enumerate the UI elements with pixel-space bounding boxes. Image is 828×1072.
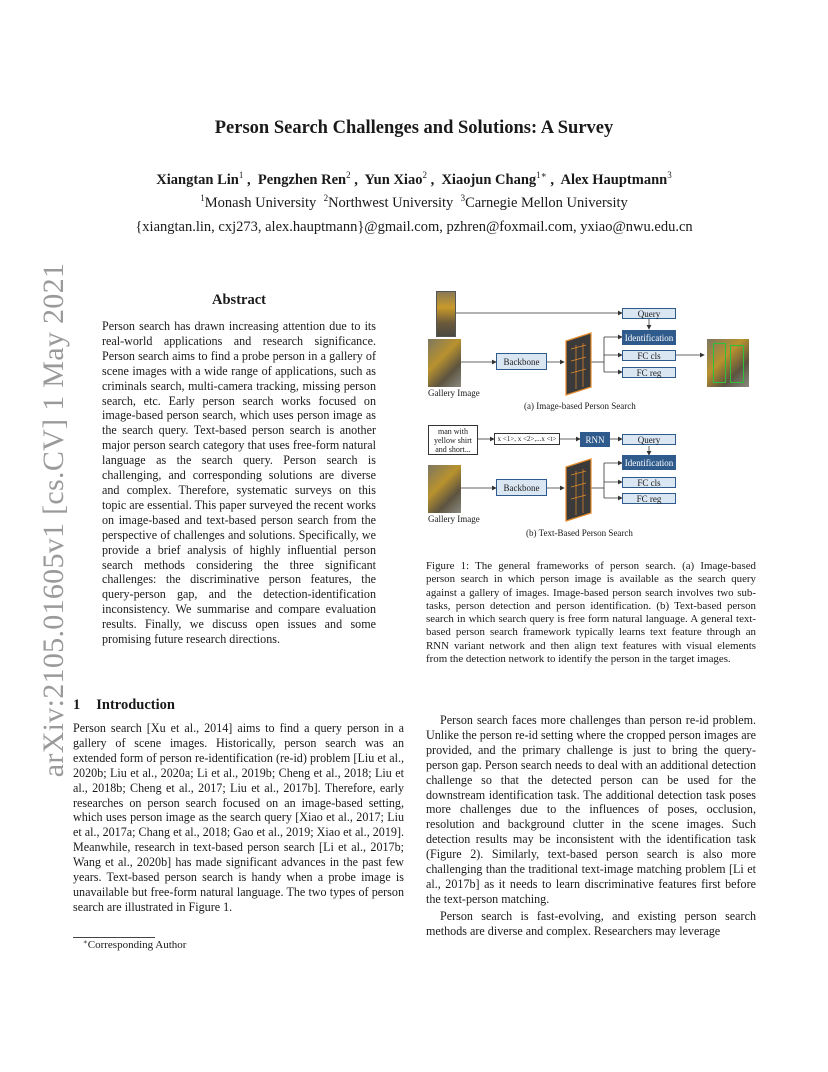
- intro-paragraph-3: Person search is fast-evolving, and existing person search methods are diverse and complex. Researchers may leverage: [426, 908, 756, 938]
- affiliation-name: Carnegie Mellon University: [465, 195, 628, 211]
- paper-title: Person Search Challenges and Solutions: A Survey: [214, 118, 614, 138]
- figure-connectors: [426, 289, 756, 541]
- query-person-image: [436, 291, 456, 337]
- panel-b-label: (b) Text-Based Person Search: [526, 528, 633, 538]
- query-block-b: Query: [622, 434, 676, 445]
- affiliation-sup: 1: [200, 193, 205, 203]
- text-query-block: man with yellow shirt and short...: [428, 425, 478, 455]
- affiliation-sup: 2: [323, 193, 329, 203]
- section-number: 1: [73, 697, 81, 713]
- footnote: [83, 939, 186, 951]
- identification-block-b: Identification: [622, 455, 676, 470]
- gallery-image-label-a: Gallery Image: [428, 388, 480, 398]
- query-block-a: Query: [622, 308, 676, 319]
- affiliation-name: Monash University: [204, 195, 317, 211]
- fc-cls-block-b: FC cls: [622, 477, 676, 488]
- intro-paragraph-2: Person search faces more challenges than person re-id problem. Unlike the person re-id setting where the cropped person images are provided, and the primary challenge is just to bring the query-person gap. Person search needs to deal with an additional detection challenge so that the detected person can be used for the downstream identification task. The additional detection task poses more challenges due to the influences of poses, occlusion, resolution and background clutter in the scene images. Such detection results may be inconsistent with the identification task (Figure 2). Similarly, text-based person search is also more challenging than the traditional text-image matching problem [Li et al., 2017b] as it needs to learn discriminative features first before the text-person matching.: [426, 713, 756, 906]
- backbone-block-a: Backbone: [496, 353, 547, 370]
- fc-cls-block-a: FC cls: [622, 350, 676, 361]
- affiliation-name: Northwest University: [328, 195, 454, 211]
- author-list: Xiangtan Lin$^1$ , Pengzhen Ren$^2$ , Yun Xiao$^2$ , Xiaojun Chang$^{1∗}$ , Alex Hauptmann$^3$: [156, 170, 672, 188]
- arxiv-identifier-text: arXiv:2105.01605v1 [cs.CV] 1 May 2021: [37, 262, 70, 778]
- feature-map-a: [566, 333, 591, 395]
- author-sup: 3: [667, 170, 672, 180]
- author-name: Pengzhen Ren: [257, 172, 347, 188]
- author-name: Xiangtan Lin: [156, 172, 239, 188]
- author-sup: 1∗: [536, 170, 547, 180]
- author-name: Yun Xiao: [364, 172, 423, 188]
- author-sup: 2: [346, 170, 351, 180]
- abstract-text: Person search has drawn increasing attention due to its real-world applications and research significance. Person search aims to find a probe person in a gallery of scene images with a wide range of applications, such as criminals search, multi-camera tracking, missing person search, etc. Early person search works focused on image-based person search, which uses person image as the search query. Text-based person search is another major person search category that uses free-form natural language as the search query. Person search is challenging, and corresponding solutions are diverse and complex. Therefore, systematic surveys on this topic are essential. This paper surveyed the recent works on image-based and text-based person search from the perspective of challenges and solutions. Specifically, we provide a brief analysis of highly influential person search methods considering the three significant challenges: the discriminative person features, the query-person gap, and the detection-identification inconsistency. We summarise and compare evaluation results. Finally, we discuss open issues and some promising future research directions.: [102, 319, 376, 647]
- author-name: Xiaojun Chang: [441, 172, 537, 188]
- author-sup: 2: [422, 170, 427, 180]
- detection-result-image-a: [707, 339, 749, 387]
- footnote-text: Corresponding Author: [87, 939, 187, 951]
- backbone-block-b: Backbone: [496, 479, 547, 496]
- intro-paragraph-1: Person search [Xu et al., 2014] aims to find a query person in a gallery of scene images. Historically, person search was an extended form of person re-identification (re-id) problem [Liu et al., 2020b; Liu et al., 2020a; Li et al., 2019b; Cheng et al., 2018; Liu et al., 2018b; Cheng et al., 2017; Liu et al., 2017b]. Therefore, early researches on person search focused on an image-based setting, which uses person image as the search query [Xiao et al., 2017; Liu et al., 2017a; Chang et al., 2018; Gao et al., 2019; Xiao et al., 2019]. Meanwhile, research in text-based person search [Li et al., 2017b; Wang et al., 2020b] has made significant advances in the past few years. Text-based person search is handy when a probe image is unavailable but free-form natural language. The two types of person search are illustrated in Figure 1.: [73, 721, 404, 914]
- gallery-image-label-b: Gallery Image: [428, 514, 480, 524]
- token-sequence-block: x <1>, x <2>,...x <t>: [494, 433, 560, 445]
- author-name: Alex Hauptmann: [560, 172, 668, 188]
- fc-reg-block-b: FC reg: [622, 493, 676, 504]
- figure-caption: Figure 1: The general frameworks of person search. (a) Image-based person search in which person image is available as the search query against a gallery of images. Image-based person search involves two sub-tasks, person detection and person identification. (b) Text-based person search in which search query is free form natural language. A general text-based person search framework typically learns text feature through an RNN variant network and then align text features with visual elements from the detection network to identify the person in the target images.: [426, 560, 756, 666]
- author-emails: {xiangtan.lin, cxj273, alex.hauptmann}@gmail.com, pzhren@foxmail.com, yxiao@nwu.edu.cn: [135, 219, 693, 235]
- rnn-block: RNN: [580, 432, 610, 447]
- section-heading-introduction: [73, 697, 403, 714]
- author-sup: 1: [238, 170, 244, 180]
- affiliation-list: [0, 195, 828, 212]
- section-title: Introduction: [96, 697, 175, 713]
- feature-map-b: [566, 459, 591, 521]
- gallery-image-b: [428, 465, 461, 513]
- gallery-image-a: [428, 339, 461, 387]
- footnote-mark: ∗: [83, 938, 88, 946]
- right-column-body: [426, 713, 756, 939]
- affiliation-sup: 3: [460, 193, 466, 203]
- figure-1: [426, 289, 756, 541]
- fc-reg-block-a: FC reg: [622, 367, 676, 378]
- abstract-heading: Abstract: [212, 292, 266, 308]
- panel-a-label: (a) Image-based Person Search: [524, 401, 636, 411]
- identification-block-a: Identification: [622, 330, 676, 345]
